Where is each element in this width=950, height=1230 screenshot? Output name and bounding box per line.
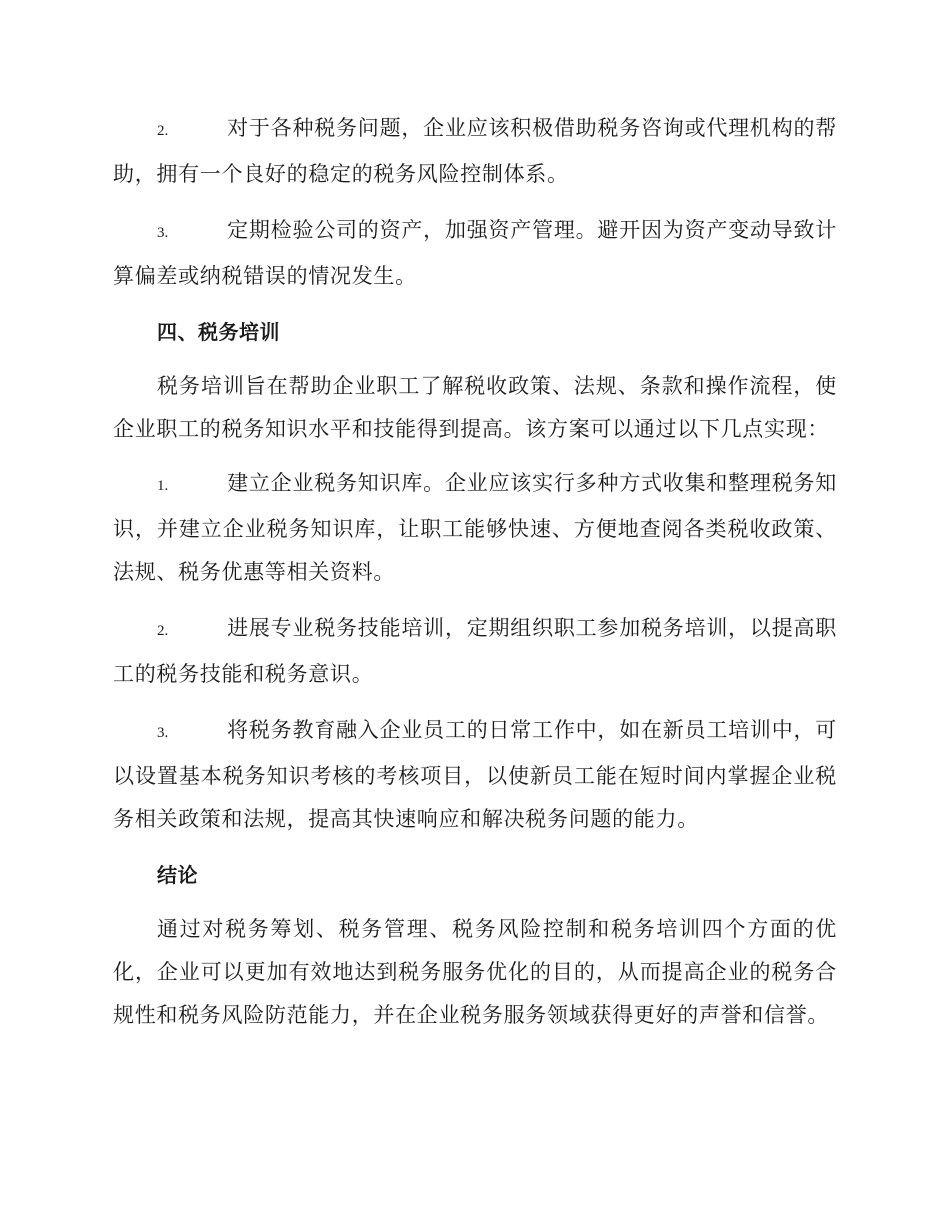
- section-heading-tax-training: 四、税务培训: [157, 320, 280, 344]
- list-number: 2.: [157, 623, 169, 639]
- paragraph-training-intro: 税务培训旨在帮助企业职工了解税收政策、法规、条款和操作流程，使企业职工的税务知识水平和技能得到提高。该方案可以通过以下几点实现：: [113, 374, 837, 441]
- document-body: [113, 107, 837, 1048]
- list-item-training-2: [113, 607, 837, 696]
- list-item-risk-2: [113, 107, 837, 196]
- paragraph-conclusion: 通过对税务筹划、税务管理、税务风险控制和税务培训四个方面的优化，企业可以更加有效地达到税务服务优化的目的，从而提高企业的税务合规性和税务风险防范能力，并在企业税务服务领域获得更好的声誉和信誉。: [113, 917, 837, 1027]
- list-item-training-1: [113, 462, 837, 594]
- list-item-text: 进展专业税务技能培训，定期组织职工参加税务培训，以提高职工的税务技能和税务意识。: [113, 616, 837, 686]
- list-item-text: 将税务教育融入企业员工的日常工作中，如在新员工培训中，可以设置基本税务知识考核的考核项目，以使新员工能在短时间内掌握企业税务相关政策和法规，提高其快速响应和解决税务问题的能力。: [113, 718, 837, 831]
- list-item-text: 定期检验公司的资产，加强资产管理。避开因为资产变动导致计算偏差或纳税错误的情况发生。: [113, 218, 837, 288]
- section-heading-conclusion: 结论: [157, 863, 198, 887]
- list-number: 2.: [157, 123, 169, 139]
- list-number: 1.: [157, 478, 169, 494]
- list-item-training-3: [113, 709, 837, 841]
- list-item-text: 建立企业税务知识库。企业应该实行多种方式收集和整理税务知识，并建立企业税务知识库，让职工能够快速、方便地查阅各类税收政策、法规、税务优惠等相关资料。: [113, 471, 837, 584]
- list-number: 3.: [157, 225, 169, 241]
- list-number: 3.: [157, 725, 169, 741]
- list-item-risk-3: [113, 209, 837, 298]
- list-item-text: 对于各种税务问题，企业应该积极借助税务咨询或代理机构的帮助，拥有一个良好的稳定的税务风险控制体系。: [113, 116, 837, 186]
